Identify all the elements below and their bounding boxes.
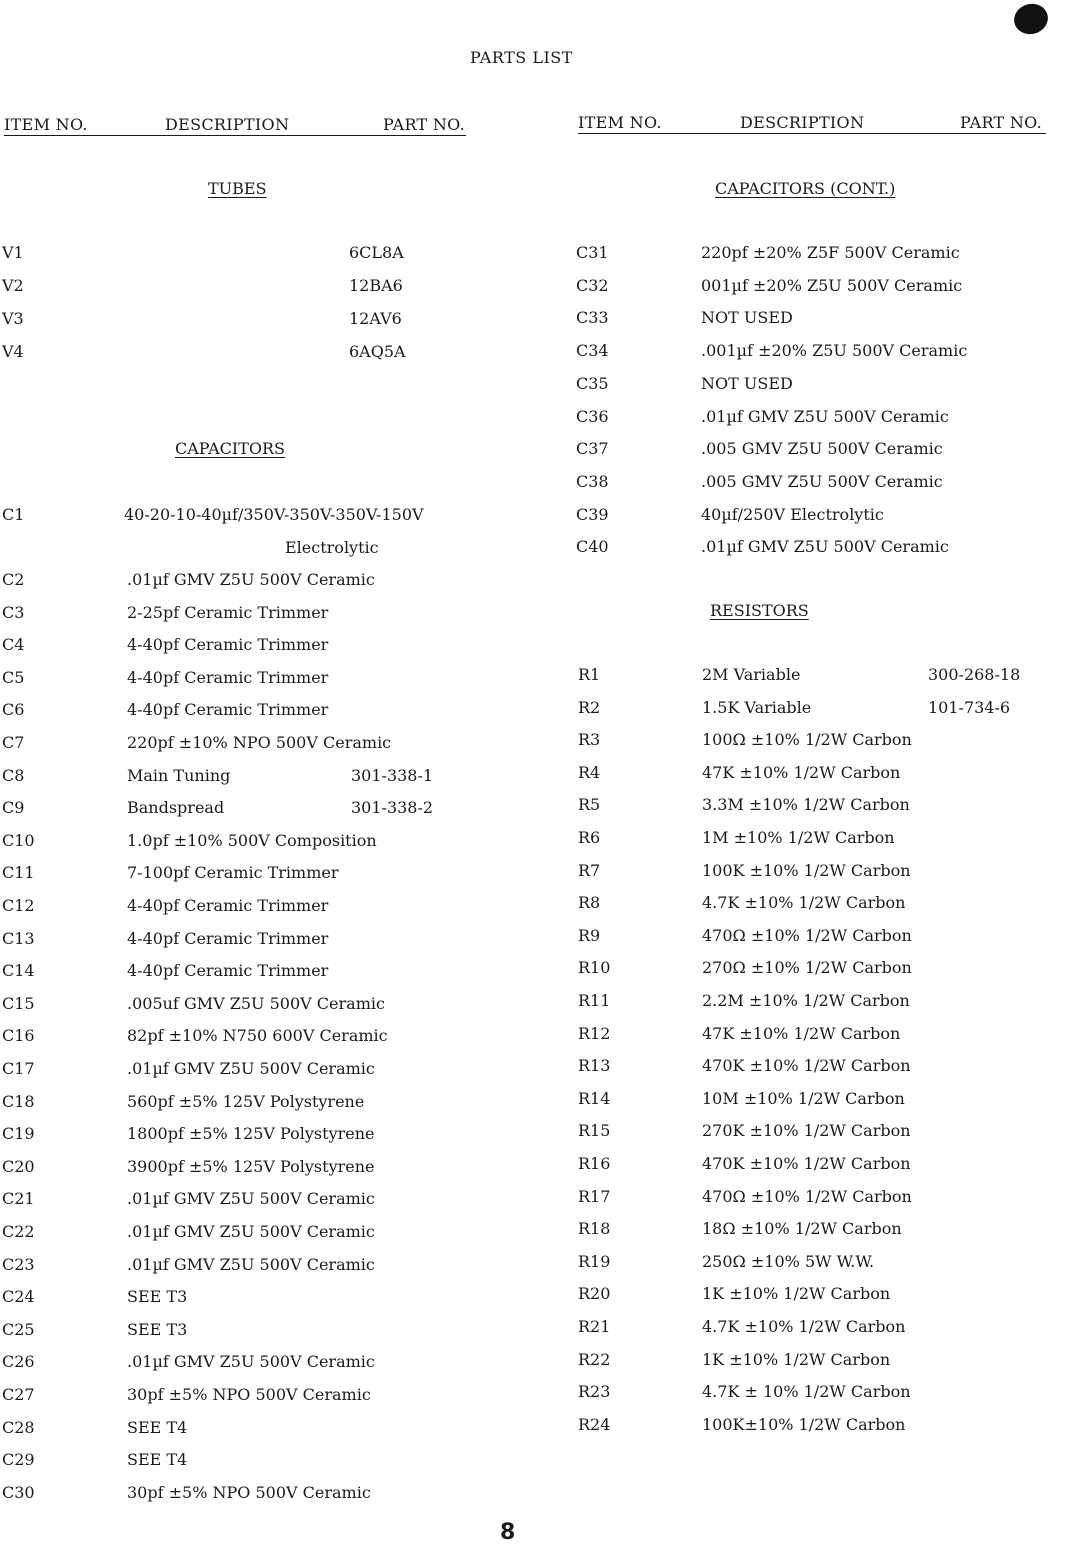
item-description: .005 GMV Z5U 500V Ceramic: [701, 439, 943, 458]
item-description: 4-40pf Ceramic Trimmer: [127, 961, 329, 980]
item-description: NOT USED: [701, 374, 793, 393]
item-number: R20: [578, 1284, 611, 1303]
item-number: V1: [2, 243, 24, 262]
item-description: 40µf/250V Electrolytic: [701, 505, 884, 524]
item-number: V2: [2, 276, 24, 295]
item-number: C23: [2, 1255, 35, 1274]
item-description: 3900pf ±5% 125V Polystyrene: [127, 1157, 375, 1176]
item-number: C13: [2, 929, 35, 948]
item-description: 560pf ±5% 125V Polystyrene: [127, 1092, 365, 1111]
c1-description: 40-20-10-40µf/350V-350V-350V-150V: [124, 505, 424, 524]
item-description: 001µf ±20% Z5U 500V Ceramic: [701, 276, 963, 295]
c1-description-line2: Electrolytic: [285, 538, 379, 557]
item-description: NOT USED: [701, 308, 793, 327]
item-number: V4: [2, 342, 24, 361]
item-description: 470Ω ±10% 1/2W Carbon: [702, 1187, 912, 1206]
c1-item: C1: [2, 505, 25, 524]
item-description: .005 GMV Z5U 500V Ceramic: [701, 472, 943, 491]
part-number: 300-268-18: [928, 665, 1021, 684]
item-number: C25: [2, 1320, 35, 1339]
item-description: 47K ±10% 1/2W Carbon: [702, 1024, 901, 1043]
item-description: 4.7K ± 10% 1/2W Carbon: [702, 1382, 911, 1401]
item-number: R7: [578, 861, 601, 880]
part-number: 6AQ5A: [349, 342, 406, 361]
item-number: R8: [578, 893, 601, 912]
item-number: C12: [2, 896, 35, 915]
item-number: R19: [578, 1252, 611, 1271]
item-number: R6: [578, 828, 601, 847]
item-number: C26: [2, 1352, 35, 1371]
item-number: C9: [2, 798, 25, 817]
item-number: R24: [578, 1415, 611, 1434]
item-number: C17: [2, 1059, 35, 1078]
item-description: 30pf ±5% NPO 500V Ceramic: [127, 1483, 371, 1502]
part-number: 301-338-1: [351, 766, 434, 785]
item-description: 30pf ±5% NPO 500V Ceramic: [127, 1385, 371, 1404]
page-number: 8: [500, 1520, 516, 1545]
item-description: 270K ±10% 1/2W Carbon: [702, 1121, 911, 1140]
item-number: C20: [2, 1157, 35, 1176]
item-number: R12: [578, 1024, 611, 1043]
item-description: 4-40pf Ceramic Trimmer: [127, 700, 329, 719]
capacitors-cont-heading: CAPACITORS (CONT.): [715, 179, 896, 198]
item-description: 10M ±10% 1/2W Carbon: [702, 1089, 905, 1108]
item-number: C7: [2, 733, 25, 752]
part-number: 301-338-2: [351, 798, 434, 817]
item-number: C11: [2, 863, 35, 882]
item-number: C30: [2, 1483, 35, 1502]
item-number: C24: [2, 1287, 35, 1306]
item-number: R2: [578, 698, 601, 717]
item-description: .01µf GMV Z5U 500V Ceramic: [701, 407, 949, 426]
item-description: 2.2M ±10% 1/2W Carbon: [702, 991, 910, 1010]
item-number: C16: [2, 1026, 35, 1045]
item-number: C27: [2, 1385, 35, 1404]
item-number: C39: [576, 505, 609, 524]
item-number: C18: [2, 1092, 35, 1111]
item-number: R10: [578, 958, 611, 977]
item-number: C15: [2, 994, 35, 1013]
item-description: 1K ±10% 1/2W Carbon: [702, 1284, 891, 1303]
item-number: R14: [578, 1089, 611, 1108]
item-number: R18: [578, 1219, 611, 1238]
item-description: .01µf GMV Z5U 500V Ceramic: [127, 570, 375, 589]
item-description: 3.3M ±10% 1/2W Carbon: [702, 795, 910, 814]
tubes-heading: TUBES: [208, 179, 267, 198]
part-number: 12BA6: [349, 276, 403, 295]
item-number: R5: [578, 795, 601, 814]
left-header-part: PART NO.: [383, 115, 466, 134]
item-description: 1800pf ±5% 125V Polystyrene: [127, 1124, 375, 1143]
item-description: 4-40pf Ceramic Trimmer: [127, 668, 329, 687]
item-description: 220pf ±20% Z5F 500V Ceramic: [701, 243, 960, 262]
item-description: Bandspread: [127, 798, 225, 817]
item-number: R11: [578, 991, 611, 1010]
item-number: R22: [578, 1350, 611, 1369]
item-number: C6: [2, 700, 25, 719]
item-description: 100K ±10% 1/2W Carbon: [702, 861, 911, 880]
right-header-part: PART NO.: [960, 113, 1043, 132]
item-description: 82pf ±10% N750 600V Ceramic: [127, 1026, 388, 1045]
item-number: C33: [576, 308, 609, 327]
item-description: SEE T4: [127, 1418, 188, 1437]
item-number: R16: [578, 1154, 611, 1173]
item-number: C40: [576, 537, 609, 556]
item-description: .01µf GMV Z5U 500V Ceramic: [127, 1255, 375, 1274]
item-description: 1.5K Variable: [702, 698, 812, 717]
item-number: C36: [576, 407, 609, 426]
item-description: 250Ω ±10% 5W W.W.: [702, 1252, 875, 1271]
item-description: 270Ω ±10% 1/2W Carbon: [702, 958, 912, 977]
resistors-heading: RESISTORS: [710, 601, 809, 620]
item-number: C10: [2, 831, 35, 850]
item-number: C4: [2, 635, 25, 654]
item-description: 2M Variable: [702, 665, 801, 684]
item-description: .01µf GMV Z5U 500V Ceramic: [127, 1222, 375, 1241]
item-description: SEE T3: [127, 1287, 188, 1306]
left-header-description: DESCRIPTION: [165, 115, 290, 134]
item-number: C3: [2, 603, 25, 622]
left-header-rule: [4, 135, 466, 136]
item-number: R17: [578, 1187, 611, 1206]
capacitors-heading: CAPACITORS: [175, 439, 286, 458]
item-description: 7-100pf Ceramic Trimmer: [127, 863, 339, 882]
item-number: R13: [578, 1056, 611, 1075]
item-number: C5: [2, 668, 25, 687]
item-number: C2: [2, 570, 25, 589]
item-description: 4-40pf Ceramic Trimmer: [127, 929, 329, 948]
item-description: 4-40pf Ceramic Trimmer: [127, 635, 329, 654]
item-description: 47K ±10% 1/2W Carbon: [702, 763, 901, 782]
item-number: C32: [576, 276, 609, 295]
item-number: R21: [578, 1317, 611, 1336]
item-description: 100K±10% 1/2W Carbon: [702, 1415, 906, 1434]
item-number: C28: [2, 1418, 35, 1437]
item-number: C35: [576, 374, 609, 393]
item-description: SEE T4: [127, 1450, 188, 1469]
item-number: C38: [576, 472, 609, 491]
item-number: C22: [2, 1222, 35, 1241]
item-description: Main Tuning: [127, 766, 231, 785]
item-description: 4-40pf Ceramic Trimmer: [127, 896, 329, 915]
item-number: C31: [576, 243, 609, 262]
item-description: 100Ω ±10% 1/2W Carbon: [702, 730, 912, 749]
item-description: SEE T3: [127, 1320, 188, 1339]
item-number: C21: [2, 1189, 35, 1208]
item-description: 470K ±10% 1/2W Carbon: [702, 1056, 911, 1075]
item-number: R23: [578, 1382, 611, 1401]
part-number: 12AV6: [349, 309, 402, 328]
item-description: 4.7K ±10% 1/2W Carbon: [702, 893, 906, 912]
item-number: C19: [2, 1124, 35, 1143]
page-title: PARTS LIST: [470, 48, 573, 67]
punch-hole-mark: [1011, 0, 1052, 38]
item-number: R3: [578, 730, 601, 749]
right-header-description: DESCRIPTION: [740, 113, 865, 132]
item-number: C14: [2, 961, 35, 980]
item-number: C8: [2, 766, 25, 785]
item-number: C29: [2, 1450, 35, 1469]
item-description: 1.0pf ±10% 500V Composition: [127, 831, 377, 850]
item-number: C34: [576, 341, 609, 360]
item-description: 1K ±10% 1/2W Carbon: [702, 1350, 891, 1369]
item-description: .001µf ±20% Z5U 500V Ceramic: [701, 341, 968, 360]
item-description: 470Ω ±10% 1/2W Carbon: [702, 926, 912, 945]
item-description: .01µf GMV Z5U 500V Ceramic: [127, 1352, 375, 1371]
item-description: 18Ω ±10% 1/2W Carbon: [702, 1219, 902, 1238]
item-number: R15: [578, 1121, 611, 1140]
item-description: 2-25pf Ceramic Trimmer: [127, 603, 329, 622]
left-header-item: ITEM NO.: [4, 115, 88, 134]
right-header-rule: [578, 133, 1046, 134]
item-description: 1M ±10% 1/2W Carbon: [702, 828, 895, 847]
item-description: .01µf GMV Z5U 500V Ceramic: [127, 1189, 375, 1208]
item-description: .01µf GMV Z5U 500V Ceramic: [127, 1059, 375, 1078]
part-number: 101-734-6: [928, 698, 1011, 717]
item-number: R4: [578, 763, 601, 782]
item-number: C37: [576, 439, 609, 458]
item-number: R1: [578, 665, 601, 684]
item-description: 4.7K ±10% 1/2W Carbon: [702, 1317, 906, 1336]
item-number: V3: [2, 309, 24, 328]
item-description: .005uf GMV Z5U 500V Ceramic: [127, 994, 385, 1013]
item-description: 220pf ±10% NPO 500V Ceramic: [127, 733, 392, 752]
part-number: 6CL8A: [349, 243, 404, 262]
right-header-item: ITEM NO.: [578, 113, 662, 132]
item-number: R9: [578, 926, 601, 945]
item-description: 470K ±10% 1/2W Carbon: [702, 1154, 911, 1173]
item-description: .01µf GMV Z5U 500V Ceramic: [701, 537, 949, 556]
